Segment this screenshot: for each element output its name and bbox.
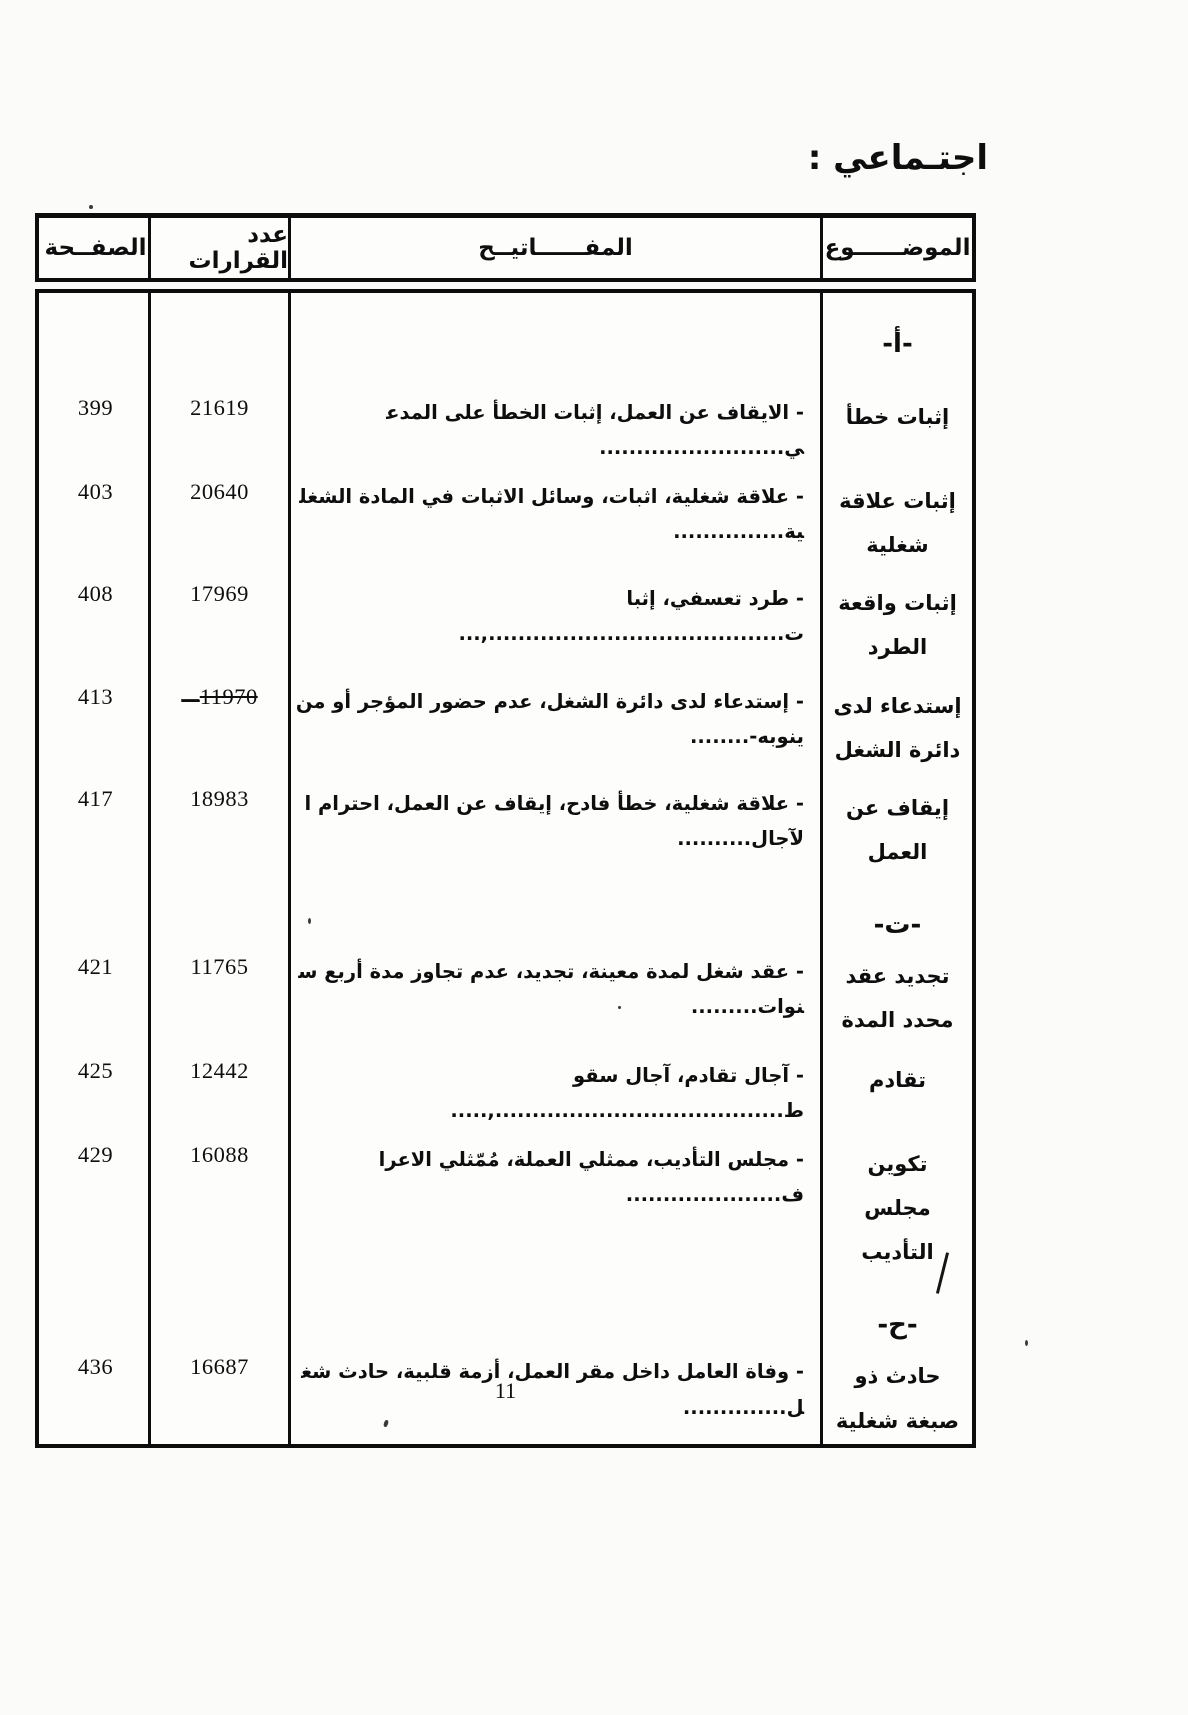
table-body [35, 289, 976, 1448]
page-number-cell: 399 [77, 395, 114, 420]
keys-cell: - علاقة شغلية، خطأ فادح، إيقاف عن العمل، احترام الآجال.......... [288, 772, 820, 874]
page-number-cell: 408 [77, 581, 114, 607]
header-page: الصفــحة [44, 235, 147, 261]
section-decisions-cell [148, 874, 288, 940]
section-row [39, 874, 972, 940]
table-row [39, 381, 972, 465]
section-keys-cell [288, 1274, 820, 1340]
section-page-cell [43, 874, 148, 940]
header-subject: الموضــــــوع [820, 218, 972, 278]
section-page-cell [43, 1274, 148, 1340]
decisions-count-cell: 16687 [148, 1340, 288, 1444]
subject-cell: إستدعاء لدى دائرة الشغل [820, 670, 972, 772]
section-subject-cell [820, 293, 972, 381]
scan-speck [618, 1006, 621, 1009]
page-number-cell: 417 [77, 785, 114, 811]
keys-cell: - وفاة العامل داخل مقر العمل، أزمة قلبية، حادث شغل.............. [288, 1340, 820, 1444]
section-keys-cell [288, 293, 820, 381]
subject-cell: تجديد عقد محدد المدة [820, 940, 972, 1044]
page-number-cell: 436 [77, 1354, 114, 1380]
subject-cell: إيقاف عن العمل [820, 772, 972, 874]
keys-cell: - طرد تعسفي، إثبات........................................,... [288, 567, 820, 669]
scan-speck [89, 205, 93, 209]
table-row [39, 772, 972, 874]
page-number-cell: 403 [77, 479, 114, 505]
decisions-count-cell: 20640 [148, 465, 288, 567]
decisions-count-cell: 12442 [148, 1044, 288, 1128]
page-number-cell: 421 [77, 953, 114, 979]
table-row [39, 670, 972, 772]
keys-cell: - مجلس التأديب، ممثلي العملة، مُمّثلي الاعراف..................... [288, 1128, 820, 1274]
subject-cell: تقادم [820, 1044, 972, 1128]
index-table [35, 213, 976, 1448]
decisions-count-cell: 17969 [148, 567, 288, 669]
decisions-count-cell: 16088 [148, 1128, 288, 1274]
table-row [39, 940, 972, 1044]
table-row [39, 567, 972, 669]
decisions-count-cell: 21619 [148, 381, 288, 465]
section-decisions-cell [148, 293, 288, 381]
page-number-cell: 413 [77, 683, 114, 709]
section-subject-cell [820, 874, 972, 940]
page-number-cell: 429 [77, 1142, 114, 1168]
table-row [39, 1044, 972, 1128]
section-page-cell [43, 293, 148, 381]
decisions-count-cell: 18983 [148, 772, 288, 874]
section-subject-cell [820, 1274, 972, 1340]
keys-cell: - إستدعاء لدى دائرة الشغل، عدم حضور المؤجر أو من ينوبه-........ [288, 670, 820, 772]
subject-cell: إثبات علاقة شغلية [820, 465, 972, 567]
subject-cell: إثبات خطأ [820, 381, 972, 465]
decisions-count-cell: 11970 — [148, 670, 288, 772]
subject-cell: حادث ذو صبغة شغلية [820, 1340, 972, 1444]
page-number-cell: 425 [77, 1057, 114, 1083]
table-header-row [35, 213, 976, 282]
section-label: -ح- [877, 1310, 918, 1341]
section-label: -أ- [882, 329, 913, 359]
decisions-count-cell: 11765 [148, 940, 288, 1044]
keys-cell: - عقد شغل لمدة معينة، تجديد، عدم تجاوز مدة أربع سنوات......... [288, 940, 820, 1044]
page-title: اجتـماعي : [807, 138, 988, 178]
table-row [39, 1128, 972, 1274]
subject-cell: إثبات واقعة الطرد [820, 567, 972, 669]
keys-cell: - آجال تقادم، آجال سقوط.......................................,..... [288, 1044, 820, 1128]
keys-cell: - علاقة شغلية، اثبات، وسائل الاثبات في المادة الشغلية............... [288, 465, 820, 567]
footer-page-number: 11 [494, 1378, 517, 1403]
scan-speck [308, 918, 311, 924]
section-keys-cell [288, 874, 820, 940]
section-row [39, 1274, 972, 1340]
table-row [39, 465, 972, 567]
scan-speck [1025, 1340, 1028, 1346]
keys-cell: - الايقاف عن العمل، إثبات الخطأ على المدعي......................... [288, 381, 820, 465]
header-decisions-count: عدد القرارات [148, 218, 288, 278]
section-row [39, 293, 972, 381]
subject-cell: تكوين مجلس التأديب [820, 1128, 972, 1274]
section-label: -ت- [873, 909, 922, 940]
section-decisions-cell [148, 1274, 288, 1340]
header-keys: المفــــــاتيــح [288, 218, 820, 278]
